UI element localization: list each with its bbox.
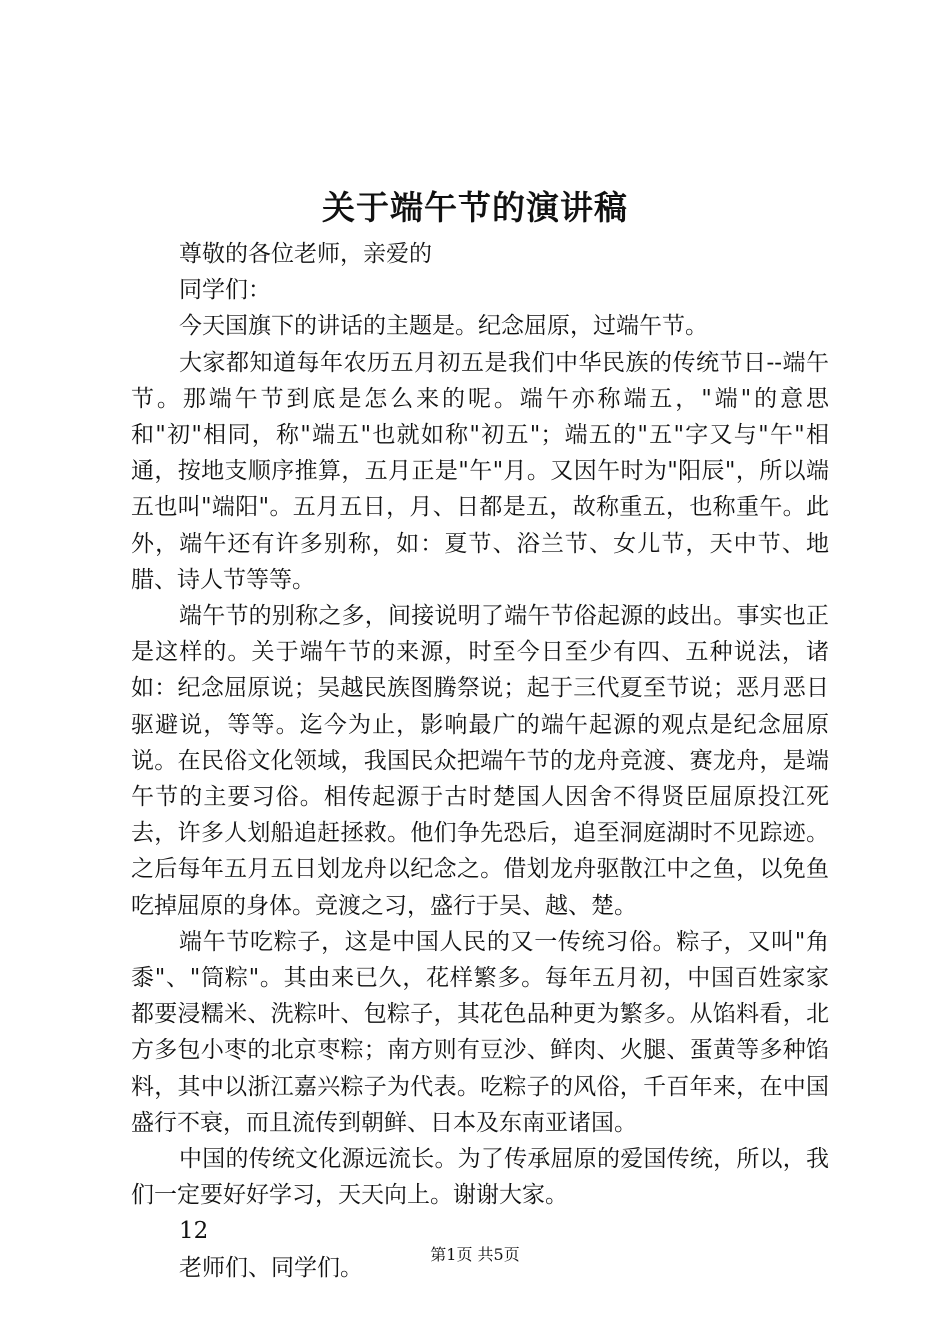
page-title: 关于端午节的演讲稿: [322, 188, 628, 227]
intro-paragraph: 今天国旗下的讲话的主题是。纪念屈原，过端午节。: [179, 313, 708, 340]
document-body: [131, 236, 829, 1286]
salutation-line-2: 同学们：: [179, 277, 271, 304]
body-paragraph-names: 端午节的别称之多，间接说明了端午节俗起源的歧出。事实也正是这样的。关于端午节的来源，时至今日至少有四、五种说法，诸如：纪念屈原说；吴越民族图腾祭说；起于三代夏至节说；恶月恶日驱避说，等等。迄今为止，影响最广的端午起源的观点是纪念屈原说。在民俗文化领域，我国民众把端午节的龙舟竞渡、赛龙舟，是端午节的主要习俗。相传起源于古时楚国人因舍不得贤臣屈原投江死去，许多人划船追赶拯救。他们争先恐后，追至洞庭湖时不见踪迹。之后每年五月五日划龙舟以纪念之。借划龙舟驱散江中之鱼，以免鱼吃掉屈原的身体。竞渡之习，盛行于吴、越、楚。: [131, 603, 829, 919]
closing-paragraph: 中国的传统文化源远流长。为了传承屈原的爱国传统，所以，我们一定要好好学习，天天向上。谢谢大家。: [131, 1146, 829, 1209]
body-paragraph-zongzi: 端午节吃粽子，这是中国人民的又一传统习俗。粽子，又叫"角黍"、"筒粽"。其由来已久，花样繁多。每年五月初，中国百姓家家都要浸糯米、洗粽叶、包粽子，其花色品种更为繁多。从馅料看，北方多包小枣的北京枣粽；南方则有豆沙、鲜肉、火腿、蛋黄等多种馅料，其中以浙江嘉兴粽子为代表。吃粽子的风俗，千百年来，在中国盛行不衰，而且流传到朝鲜、日本及东南亚诸国。: [131, 928, 829, 1136]
salutation-line-1: 尊敬的各位老师，亲爱的: [179, 241, 432, 267]
body-paragraph-origin: 大家都知道每年农历五月初五是我们中华民族的传统节日--端午节。那端午节到底是怎么来的呢。端午亦称端五，"端"的意思和"初"相同，称"端五"也就如称"初五"；端五的"五"字又与"午"相通，按地支顺序推算，五月正是"午"月。又因午时为"阳辰"，所以端五也叫"端阳"。五月五日，月、日都是五，故称重五，也称重午。此外，端午还有许多别称，如：夏节、浴兰节、女儿节，天中节、地腊、诗人节等等。: [131, 349, 829, 593]
number-line: 12: [179, 1218, 209, 1245]
page-footer: 第1页 共5页: [430, 1245, 520, 1264]
final-line: 老师们、同学们。: [179, 1254, 363, 1281]
